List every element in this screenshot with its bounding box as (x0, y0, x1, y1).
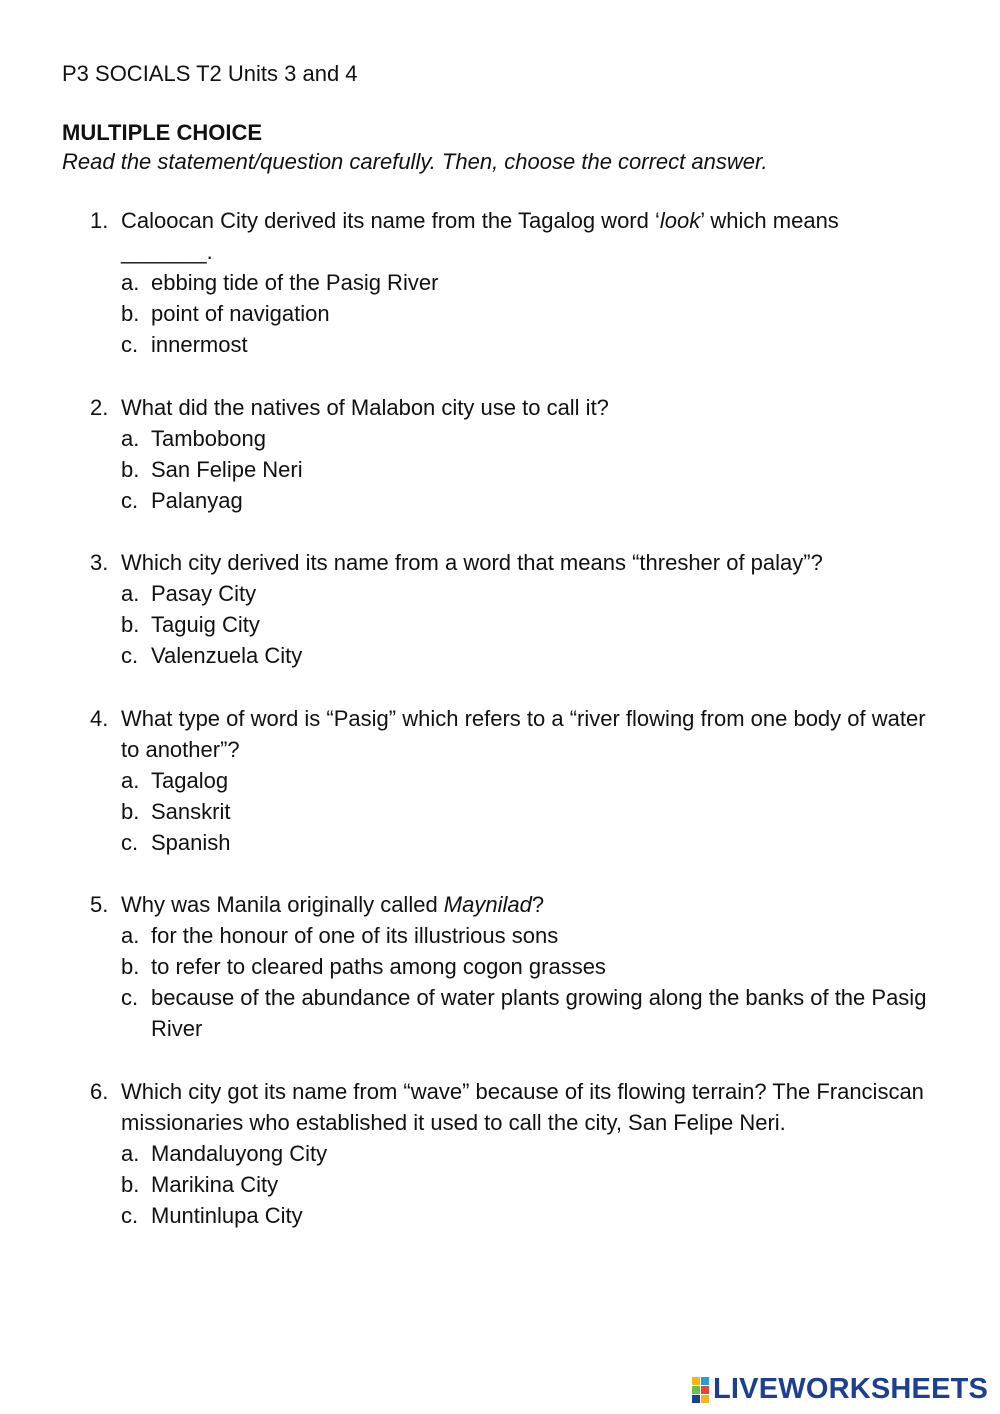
question-text: Which city got its name from “wave” because of its flowing terrain? The Franciscan missionaries who established it used to call the city, San Felipe Neri. (121, 1079, 924, 1135)
option-c[interactable]: c. Spanish (121, 830, 231, 855)
question-number: 6. (90, 1079, 109, 1104)
options-list (90, 578, 930, 671)
logo-square (701, 1386, 709, 1394)
option-a[interactable]: a. Tagalog (121, 768, 229, 793)
question-number: 3. (90, 550, 109, 575)
question-text: What type of word is “Pasig” which refers to a “river flowing from one body of water to another”? (121, 706, 926, 762)
option-a[interactable]: a. Mandaluyong City (121, 1141, 328, 1166)
option-c[interactable]: c. innermost (121, 332, 248, 357)
option-b[interactable]: b. point of navigation (121, 301, 330, 326)
liveworksheets-logo[interactable] (692, 1373, 988, 1406)
options-list (90, 1138, 930, 1231)
logo-square (692, 1395, 700, 1403)
question-5 (90, 889, 930, 1044)
option-b[interactable]: b. San Felipe Neri (121, 457, 303, 482)
option-c[interactable]: c. Muntinlupa City (121, 1203, 303, 1228)
option-b[interactable]: b. to refer to cleared paths among cogon grasses (121, 954, 606, 979)
logo-square (692, 1386, 700, 1394)
question-text: What did the natives of Malabon city use to call it? (121, 395, 609, 420)
options-list (90, 765, 930, 858)
question-2 (90, 392, 930, 516)
options-list (90, 267, 930, 360)
question-number: 5. (90, 892, 109, 917)
emphasized-word: Maynilad (443, 892, 532, 917)
logo-square (692, 1377, 700, 1385)
emphasized-word: look (659, 208, 701, 233)
option-b[interactable]: b. Sanskrit (121, 799, 231, 824)
question-3 (90, 547, 930, 671)
worksheet-title: P3 SOCIALS T2 Units 3 and 4 (62, 61, 358, 86)
section-heading: MULTIPLE CHOICE (62, 120, 263, 145)
logo-text: LIVEWORKSHEETS (713, 1373, 989, 1405)
option-b[interactable]: b. Marikina City (121, 1172, 279, 1197)
question-number: 4. (90, 706, 109, 731)
question-1 (90, 205, 930, 360)
answer-blank: _______. (121, 239, 213, 264)
option-c[interactable]: c. Valenzuela City (121, 643, 303, 668)
logo-square (701, 1377, 709, 1385)
question-number: 2. (90, 395, 109, 420)
option-c[interactable]: c. Palanyag (121, 488, 243, 513)
option-b[interactable]: b. Taguig City (121, 612, 260, 637)
options-list (90, 423, 930, 516)
option-c[interactable]: c. because of the abundance of water plants growing along the banks of the Pasig River (121, 985, 927, 1041)
question-number: 1. (90, 208, 109, 233)
question-text: Why was Manila originally called Maynilad? (121, 892, 545, 917)
option-a[interactable]: a. for the honour of one of its illustrious sons (121, 923, 559, 948)
question-text: Caloocan City derived its name from the Tagalog word ‘look’ which means _______. (121, 205, 930, 267)
option-a[interactable]: a. Pasay City (121, 581, 257, 606)
option-a[interactable]: a. ebbing tide of the Pasig River (121, 270, 439, 295)
liveworksheets-logo-icon (692, 1377, 709, 1403)
question-4 (90, 703, 930, 858)
instructions: Read the statement/question carefully. Then, choose the correct answer. (62, 149, 768, 174)
logo-square (701, 1395, 709, 1403)
question-6 (90, 1076, 930, 1231)
question-text: Which city derived its name from a word that means “thresher of palay”? (121, 550, 823, 575)
options-list (90, 920, 930, 1044)
option-a[interactable]: a. Tambobong (121, 426, 266, 451)
